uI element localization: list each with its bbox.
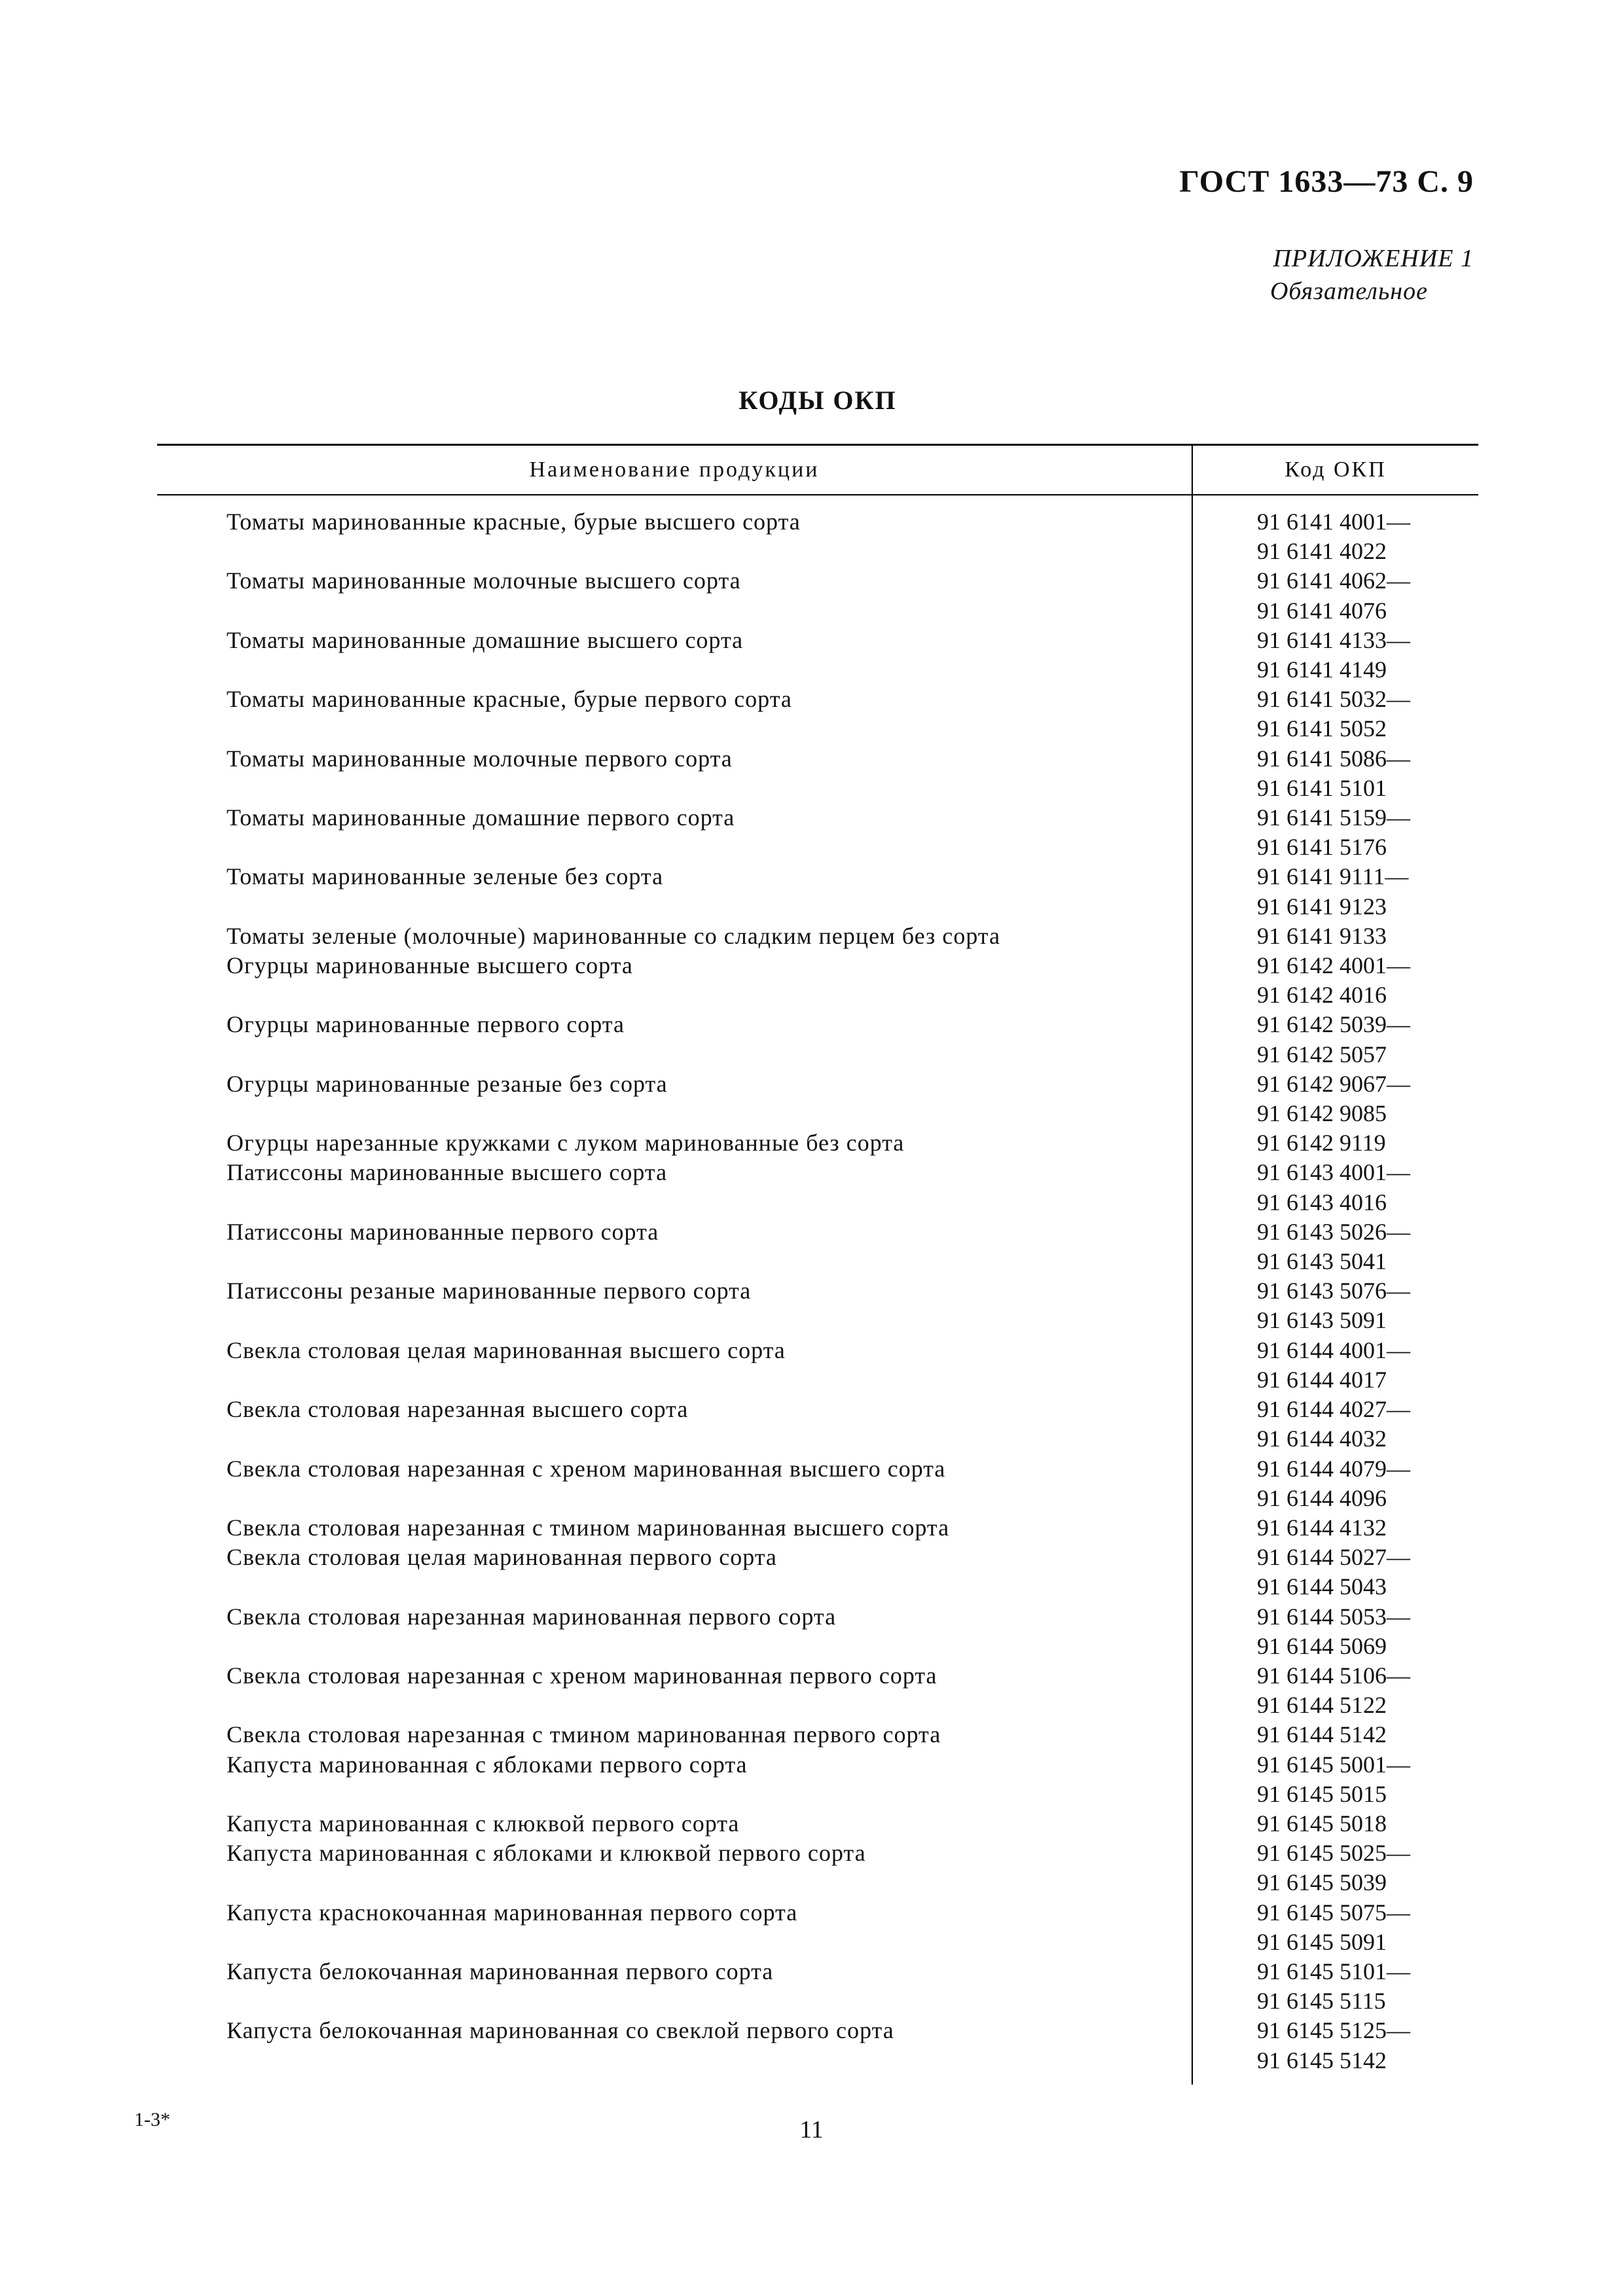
okp-code: 91 6142 5057	[1257, 1041, 1387, 1067]
table-row	[157, 803, 1478, 862]
okp-code-cell	[1192, 744, 1410, 803]
okp-code: 91 6145 5025—	[1257, 1840, 1410, 1867]
product-name-cell: Томаты маринованные красные, бурые высшего сорта	[227, 509, 801, 535]
okp-codes-table	[157, 444, 1478, 2075]
okp-code: 91 6141 9111—	[1257, 863, 1409, 890]
appendix-block	[1270, 242, 1474, 308]
product-name-cell: Свекла столовая нарезанная с хреном маринованная первого сорта	[227, 1662, 938, 1689]
product-name-cell: Томаты маринованные домашние высшего сорта	[227, 626, 744, 653]
okp-code: 91 6144 4001—	[1257, 1336, 1410, 1363]
product-name-cell: Капуста белокочанная маринованная со свеклой первого сорта	[227, 2017, 894, 2044]
okp-code-cell	[1192, 1336, 1410, 1395]
product-name-cell: Томаты маринованные молочные высшего сорта	[227, 567, 741, 594]
table-row	[157, 1336, 1478, 1395]
okp-code: 91 6143 5041	[1257, 1248, 1387, 1275]
okp-code-cell	[1192, 685, 1410, 744]
okp-code-cell	[1192, 1957, 1410, 2016]
okp-code: 91 6142 9119	[1257, 1130, 1386, 1157]
product-name-cell: Свекла столовая нарезанная с хреном маринованная высшего сорта	[227, 1455, 946, 1482]
table-header	[157, 444, 1478, 495]
okp-code: 91 6144 5027—	[1257, 1544, 1410, 1571]
table-row	[157, 1069, 1478, 1128]
okp-code-cell	[1192, 626, 1410, 685]
product-name-cell: Капуста краснокочанная маринованная первого сорта	[227, 1899, 798, 1926]
okp-code: 91 6144 5043	[1257, 1573, 1387, 1600]
okp-code: 91 6141 5101	[1257, 774, 1387, 801]
okp-code: 91 6141 4062—	[1257, 567, 1410, 594]
okp-code: 91 6144 4032	[1257, 1426, 1387, 1452]
table-row	[157, 1957, 1478, 2016]
column-header-product-name: Наименование продукции	[157, 446, 1193, 494]
okp-code: 91 6141 5176	[1257, 834, 1387, 861]
okp-code: 91 6145 5075—	[1257, 1899, 1410, 1926]
okp-code-cell	[1192, 1661, 1410, 1720]
table-body	[157, 495, 1478, 2075]
okp-code: 91 6142 4016	[1257, 982, 1387, 1009]
product-name-cell: Огурцы маринованные высшего сорта	[227, 952, 633, 979]
okp-code: 91 6143 4001—	[1257, 1159, 1410, 1186]
table-row	[157, 1513, 1478, 1543]
table-row	[157, 744, 1478, 803]
table-row	[157, 1158, 1478, 1217]
document-id: ГОСТ 1633—73 С. 9	[1179, 164, 1474, 199]
okp-code: 91 6143 5076—	[1257, 1278, 1410, 1304]
okp-code: 91 6141 5052	[1257, 715, 1387, 742]
okp-code: 91 6142 5039—	[1257, 1011, 1410, 1038]
okp-code: 91 6141 9123	[1257, 893, 1387, 920]
okp-code-cell	[1192, 803, 1410, 862]
table-row	[157, 2016, 1478, 2075]
okp-code-cell	[1192, 862, 1408, 921]
product-name-cell: Томаты зеленые (молочные) маринованные со сладким перцем без сорта	[227, 922, 1000, 949]
product-name-cell: Патиссоны маринованные первого сорта	[227, 1218, 659, 1245]
table-row	[157, 1217, 1478, 1276]
product-name-cell: Свекла столовая нарезанная с тмином маринованная первого сорта	[227, 1721, 941, 1748]
okp-code: 91 6145 5125—	[1257, 2017, 1410, 2044]
product-name-cell: Свекла столовая нарезанная с тмином маринованная высшего сорта	[227, 1514, 950, 1541]
okp-code: 91 6144 4027—	[1257, 1396, 1410, 1423]
okp-code: 91 6144 4079—	[1257, 1455, 1410, 1482]
okp-code: 91 6144 5106—	[1257, 1662, 1410, 1689]
okp-code-cell	[1192, 1276, 1410, 1335]
table-row	[157, 507, 1478, 566]
okp-code: 91 6145 5091	[1257, 1928, 1387, 1955]
okp-code: 91 6141 5032—	[1257, 686, 1410, 713]
table-row	[157, 862, 1478, 921]
appendix-note: Обязательное	[1269, 278, 1428, 305]
okp-code-cell	[1192, 922, 1387, 951]
okp-code-cell	[1192, 566, 1410, 625]
okp-code: 91 6145 5101—	[1257, 1958, 1410, 1984]
table-row	[157, 1661, 1478, 1720]
table-row	[157, 1395, 1478, 1454]
okp-code: 91 6144 4132	[1257, 1514, 1387, 1541]
okp-code: 91 6141 5159—	[1257, 804, 1410, 831]
product-name-cell: Свекла столовая целая маринованная первого сорта	[227, 1544, 777, 1571]
table-row	[157, 1128, 1478, 1158]
okp-code-cell	[1192, 507, 1410, 566]
product-name-cell: Капуста белокочанная маринованная первого сорта	[227, 1958, 774, 1984]
okp-code: 91 6144 4096	[1257, 1484, 1387, 1511]
okp-code: 91 6141 4133—	[1257, 626, 1410, 653]
table-row	[157, 685, 1478, 744]
table-row	[157, 1809, 1478, 1839]
okp-code-cell	[1192, 1069, 1410, 1128]
product-name-cell: Патиссоны маринованные высшего сорта	[227, 1159, 668, 1186]
table-row	[157, 1454, 1478, 1513]
okp-code-cell	[1192, 1010, 1410, 1069]
product-name-cell: Свекла столовая нарезанная высшего сорта	[227, 1396, 689, 1423]
okp-code: 91 6144 5122	[1257, 1692, 1387, 1719]
table-row	[157, 1839, 1478, 1897]
okp-code: 91 6144 5069	[1257, 1632, 1387, 1659]
okp-code-cell	[1192, 1809, 1387, 1839]
okp-code-cell	[1192, 1395, 1410, 1454]
product-name-cell: Свекла столовая нарезанная маринованная первого сорта	[227, 1603, 837, 1630]
okp-code: 91 6143 5026—	[1257, 1218, 1410, 1245]
okp-code-cell	[1192, 1839, 1410, 1897]
okp-code: 91 6141 4076	[1257, 597, 1387, 624]
table-row	[157, 1898, 1478, 1957]
product-name-cell: Патиссоны резаные маринованные первого сорта	[227, 1278, 752, 1304]
okp-code-cell	[1192, 1750, 1410, 1809]
column-header-okp-code: Код ОКП	[1285, 457, 1387, 482]
okp-code: 91 6143 5091	[1257, 1307, 1387, 1334]
okp-code: 91 6145 5039	[1257, 1869, 1387, 1896]
table-row	[157, 626, 1478, 685]
okp-code: 91 6143 4016	[1257, 1189, 1387, 1215]
okp-code: 91 6144 5053—	[1257, 1603, 1410, 1630]
table-title: КОДЫ ОКП	[739, 386, 897, 415]
okp-code: 91 6142 9067—	[1257, 1070, 1410, 1097]
product-name-cell: Огурцы маринованные первого сорта	[227, 1011, 625, 1038]
okp-code-cell	[1192, 1217, 1410, 1276]
table-row	[157, 951, 1478, 1010]
product-name-cell: Огурцы маринованные резаные без сорта	[227, 1070, 668, 1097]
table-row	[157, 1010, 1478, 1069]
okp-code: 91 6145 5001—	[1257, 1751, 1410, 1778]
footer-mark: 1-3*	[134, 2109, 170, 2130]
okp-code-cell	[1192, 1602, 1410, 1661]
page-number: 11	[799, 2116, 824, 2144]
okp-code: 91 6145 5015	[1257, 1780, 1387, 1807]
okp-code-cell	[1192, 1898, 1410, 1957]
product-name-cell: Томаты маринованные молочные первого сорта	[227, 745, 733, 772]
okp-code: 91 6145 5115	[1257, 1988, 1386, 2015]
okp-code-cell	[1192, 1454, 1410, 1513]
product-name-cell: Томаты маринованные домашние первого сорта	[227, 804, 735, 831]
okp-code-cell	[1192, 1128, 1386, 1158]
okp-code-cell	[1192, 1158, 1410, 1217]
product-name-cell: Томаты маринованные красные, бурые первого сорта	[227, 686, 792, 713]
okp-code: 91 6145 5142	[1257, 2047, 1387, 2073]
okp-code: 91 6141 9133	[1257, 922, 1387, 949]
product-name-cell: Капуста маринованная с яблоками первого сорта	[227, 1751, 748, 1778]
table-row	[157, 1543, 1478, 1602]
appendix-label: ПРИЛОЖЕНИЕ 1	[1273, 245, 1474, 272]
okp-code: 91 6144 4017	[1257, 1366, 1387, 1393]
okp-code: 91 6141 4149	[1257, 656, 1387, 683]
okp-code: 91 6141 5086—	[1257, 745, 1410, 772]
okp-code: 91 6144 5142	[1257, 1721, 1387, 1748]
okp-code-cell	[1192, 1543, 1410, 1602]
table-row	[157, 566, 1478, 625]
product-name-cell: Свекла столовая целая маринованная высшего сорта	[227, 1336, 786, 1363]
okp-code: 91 6145 5018	[1257, 1810, 1387, 1837]
okp-code: 91 6141 4001—	[1257, 509, 1410, 535]
okp-code-cell	[1192, 951, 1410, 1010]
okp-code: 91 6142 4001—	[1257, 952, 1410, 979]
table-row	[157, 922, 1478, 951]
okp-code-cell	[1192, 1513, 1387, 1543]
okp-code: 91 6141 4022	[1257, 538, 1387, 565]
product-name-cell: Томаты маринованные зеленые без сорта	[227, 863, 664, 890]
product-name-cell: Капуста маринованная с яблоками и клюквой первого сорта	[227, 1840, 866, 1867]
okp-code-cell	[1192, 1720, 1387, 1749]
product-name-cell: Огурцы нарезанные кружками с луком маринованные без сорта	[227, 1130, 905, 1157]
table-row	[157, 1602, 1478, 1661]
table-row	[157, 1276, 1478, 1335]
okp-code-cell	[1192, 2016, 1410, 2075]
product-name-cell: Капуста маринованная с клюквой первого сорта	[227, 1810, 740, 1837]
table-row	[157, 1750, 1478, 1809]
okp-code: 91 6142 9085	[1257, 1100, 1387, 1127]
table-row	[157, 1720, 1478, 1749]
